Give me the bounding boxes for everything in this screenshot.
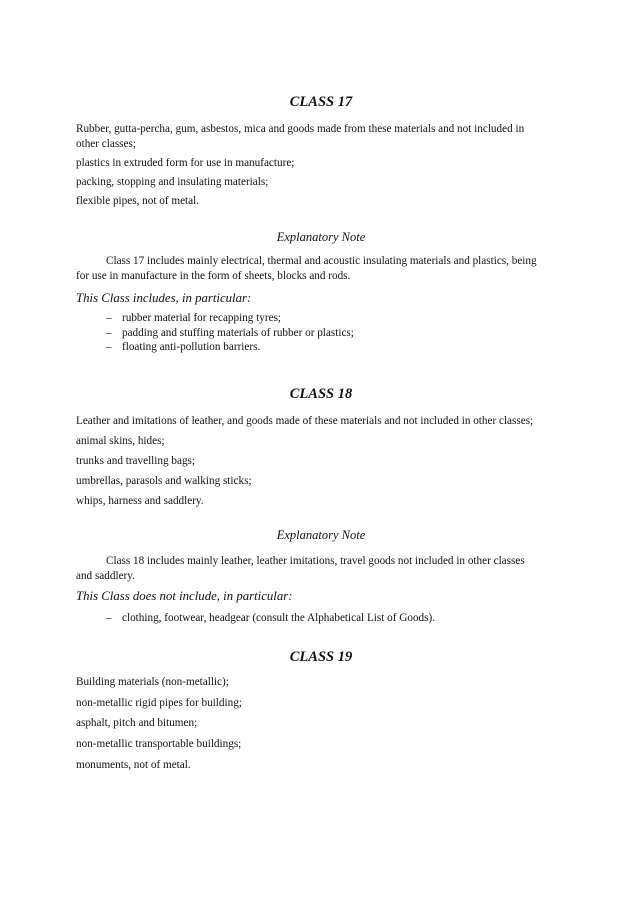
class-17-line-1: Rubber, gutta-percha, gum, asbestos, mica and goods made from these materials and not included in (76, 123, 525, 135)
list-item (106, 340, 566, 355)
class-18-line-2: animal skins, hides; (76, 435, 165, 447)
class-18-note-line-1: Class 18 includes mainly leather, leather imitations, travel goods not included in other classes (106, 555, 525, 567)
class-18-line-1: Leather and imitations of leather, and goods made of these materials and not included in other classes; (76, 415, 534, 427)
class-17-bullet-list (106, 311, 566, 355)
list-item-text: padding and stuffing materials of rubber or plastics; (122, 326, 354, 339)
dash-marker: – (106, 326, 112, 339)
list-item-text: clothing, footwear, headgear (consult the Alphabetical List of Goods). (122, 612, 436, 624)
class-19-line-1: Building materials (non-metallic); (76, 676, 229, 688)
list-item (106, 611, 566, 626)
class-18-note-title: Explanatory Note (276, 528, 366, 542)
list-item-text: rubber material for recapping tyres; (122, 312, 282, 324)
class-18-excludes-label: This Class does not include, in particular: (76, 589, 293, 603)
class-18-line-5: whips, harness and saddlery. (76, 495, 204, 507)
dash-marker: – (106, 341, 112, 353)
class-17-note-line-2: for use in manufacture in the form of sheets, blocks and rods. (76, 270, 351, 282)
class-18-bullet-list (106, 611, 566, 626)
class-17-includes-label: This Class includes, in particular: (76, 291, 252, 305)
class-19-line-2: non-metallic rigid pipes for building; (76, 697, 242, 709)
class-17-heading: CLASS 17 (289, 94, 353, 110)
list-item-text: floating anti-pollution barriers. (122, 341, 261, 353)
class-17-line-4: packing, stopping and insulating materials; (76, 176, 269, 188)
class-19-line-5: monuments, not of metal. (76, 759, 191, 771)
list-item (106, 326, 566, 341)
class-17-line-2: other classes; (76, 138, 136, 150)
class-17-line-5: flexible pipes, not of metal. (76, 195, 200, 207)
class-18-heading: CLASS 18 (289, 386, 353, 402)
class-18-line-3: trunks and travelling bags; (76, 455, 195, 467)
class-19-line-3: asphalt, pitch and bitumen; (76, 717, 198, 729)
list-item (106, 311, 566, 326)
dash-marker: – (106, 312, 112, 324)
dash-marker: – (106, 612, 112, 624)
class-17-note-title: Explanatory Note (276, 230, 366, 244)
class-19-line-4: non-metallic transportable buildings; (76, 738, 242, 750)
class-18-line-4: umbrellas, parasols and walking sticks; (76, 475, 252, 487)
class-19-heading: CLASS 19 (289, 649, 353, 665)
class-17-note-line-1: Class 17 includes mainly electrical, thermal and acoustic insulating materials and plastics, being (106, 255, 537, 267)
class-17-line-3: plastics in extruded form for use in manufacture; (76, 157, 295, 169)
class-18-note-line-2: and saddlery. (76, 570, 135, 582)
